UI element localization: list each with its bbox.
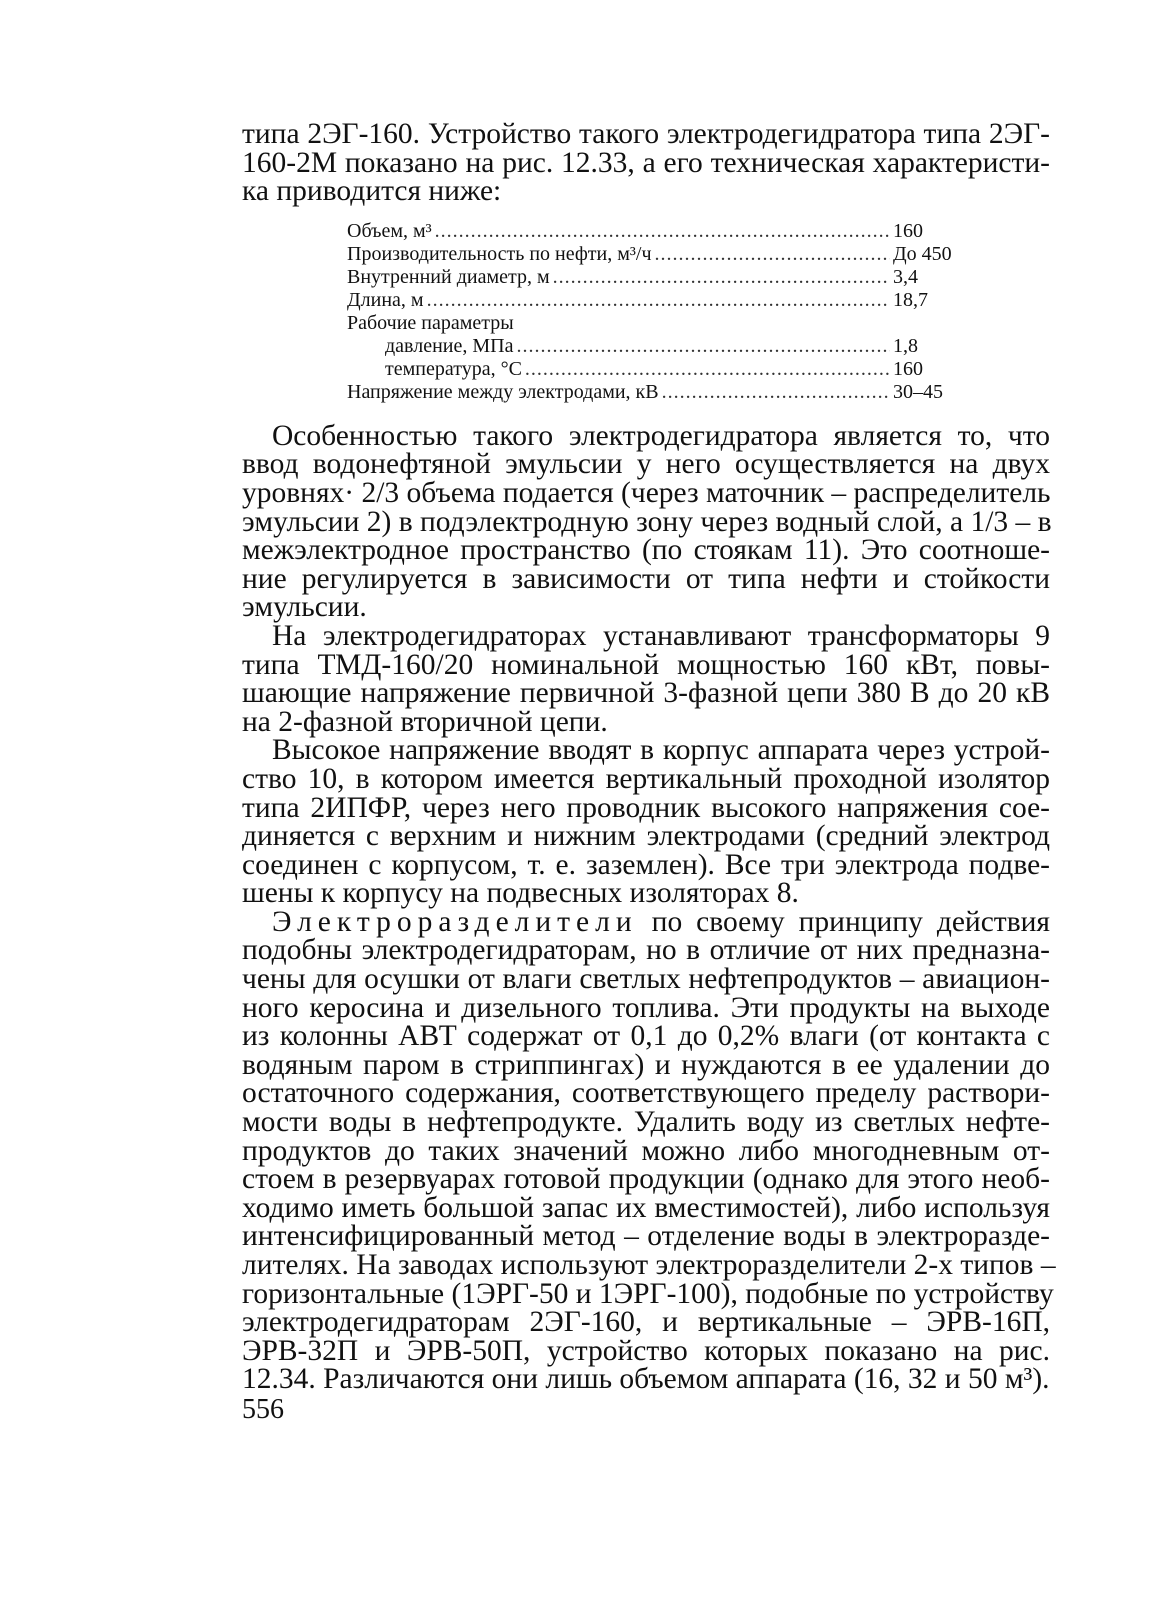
spec-value: 160 — [893, 357, 923, 380]
text-line: уровнях· 2/3 объема подается (через маточник – распределитель — [242, 476, 1051, 509]
text-line: ного керосина и дизельного топлива. Эти продукты на выходе — [242, 991, 1050, 1024]
spec-label: Производительность по нефти, м³/ч — [347, 242, 652, 265]
text-line: продуктов до таких значений можно либо многодневным от- — [242, 1134, 1050, 1167]
text-line: соединен с корпусом, т. е. заземлен). Все три электрода подве- — [242, 848, 1050, 881]
text-line: типа 2ИПФР, через него проводник высокого напряжения сое- — [242, 791, 1050, 824]
leader-dots — [655, 243, 890, 266]
spec-label: Объем, м³ — [347, 219, 432, 242]
text-line: интенсифицированный метод – отделение воды в электроразде- — [242, 1220, 1050, 1253]
text-line: типа 2ЭГ-160. Устройство такого электродегидратора типа 2ЭГ- — [242, 118, 1050, 150]
spec-row-voltage — [347, 381, 955, 404]
spec-row-pressure — [347, 335, 955, 358]
spec-value: До 450 — [893, 242, 952, 265]
text-line: горизонтальные (1ЭРГ-50 и 1ЭРГ-100), подобные по устройству — [242, 1277, 1054, 1310]
text-line: 12.34. Различаются они лишь объемом аппарата (16, 32 и 50 м³). — [242, 1363, 1050, 1396]
text-fragment: по своему принципу действия — [637, 905, 1050, 938]
text-line: шающие напряжение первичной 3-фазной цепи 380 В до 20 кВ — [242, 677, 1050, 710]
leader-dots — [525, 358, 890, 381]
spec-value: 3,4 — [893, 265, 918, 288]
text-line: 160-2М показано на рис. 12.33, а его техническая характеристи- — [242, 146, 1050, 179]
technical-specs — [347, 220, 955, 404]
text-line: эмульсии 2) в подэлектродную зону через водный слой, а 1/3 – в — [242, 505, 1052, 538]
text-line: шены к корпусу на подвесных изоляторах 8. — [242, 877, 799, 910]
text-line: стоем в резервуарах готовой продукции (однако для этого необ- — [242, 1163, 1050, 1196]
paragraph-emulsion-input — [242, 419, 1052, 624]
paragraph-electroseparators — [242, 905, 1056, 1396]
text-line: лителях. На заводах используют электроразделители 2-х типов – — [242, 1249, 1056, 1281]
text-line: ство 10, в котором имеется вертикальный проходной изолятор — [242, 762, 1050, 795]
spec-row-capacity — [347, 243, 955, 266]
text-line: эмульсии. — [242, 591, 367, 624]
spec-row-volume — [347, 220, 955, 243]
spec-label: температура, °С — [385, 357, 522, 380]
spec-value: 1,8 — [893, 334, 918, 357]
leader-dots — [516, 335, 890, 358]
paragraph-transformers — [242, 619, 1050, 738]
text-line: мости воды в нефтепродукте. Удалить воду из светлых нефте- — [242, 1106, 1050, 1139]
spec-label: Внутренний диаметр, м — [347, 265, 550, 288]
text-line: из колонны АВТ содержат от 0,1 до 0,2% влаги (от контакта с — [242, 1020, 1050, 1053]
text-line: на 2-фазной вторичной цепи. — [242, 705, 608, 738]
leader-dots — [553, 266, 890, 289]
spec-label: Длина, м — [347, 288, 424, 311]
text-line: ввод водонефтяной эмульсии у него осуществляется на двух — [242, 448, 1050, 481]
text-line: межэлектродное пространство (по стоякам 11). Это соотноше- — [242, 534, 1050, 567]
spec-label: давление, МПа — [385, 334, 514, 357]
text-line: ние регулируется в зависимости от типа нефти и стойкости — [242, 562, 1050, 595]
spec-row-temperature — [347, 358, 955, 381]
text-line: ходимо иметь большой запас их вместимостей), либо используя — [242, 1191, 1050, 1224]
text-line: На электродегидраторах устанавливают трансформаторы 9 — [272, 619, 1050, 652]
spec-value: 160 — [893, 219, 923, 242]
text-line-first — [242, 905, 1050, 938]
text-line: Особенностью такого электродегидратора является то, что — [272, 419, 1050, 452]
text-line: типа ТМД-160/20 номинальной мощностью 160 кВт, повы- — [242, 648, 1050, 681]
page-number: 556 — [242, 1394, 284, 1425]
leader-dots — [427, 289, 890, 312]
leader-dots — [435, 220, 890, 243]
leader-dots — [662, 381, 890, 404]
spec-subheading: Рабочие параметры — [347, 311, 514, 334]
spec-value: 18,7 — [893, 288, 928, 311]
text-line: подобны электродегидраторам, но в отличие от них предназна- — [242, 934, 1050, 967]
text-line: электродегидраторам 2ЭГ-160, и вертикальные – ЭРВ-16П, — [242, 1306, 1050, 1339]
spec-row-diameter — [347, 266, 955, 289]
spec-value: 30–45 — [893, 380, 943, 403]
spec-row-length — [347, 289, 955, 312]
intro-paragraph — [242, 120, 1050, 206]
text-line: ка приводится ниже: — [242, 175, 502, 208]
paragraph-high-voltage — [242, 736, 1050, 908]
text-line: ЭРВ-32П и ЭРВ-50П, устройство которых показано на рис. — [242, 1334, 1050, 1367]
text-line: остаточного содержания, соответствующего пределу раствори- — [242, 1077, 1050, 1110]
text-line: чены для осушки от влаги светлых нефтепродуктов – авиацион- — [242, 963, 1050, 996]
document-page — [242, 118, 1056, 1396]
text-line: диняется с верхним и нижним электродами (средний электрод — [242, 820, 1050, 853]
spec-label: Напряжение между электродами, кВ — [347, 380, 659, 403]
spaced-term: Электроразделители — [272, 905, 638, 938]
text-line: водяным паром в стриппингах) и нуждаются в ее удалении до — [242, 1048, 1050, 1081]
text-line: Высокое напряжение вводят в корпус аппарата через устрой- — [272, 734, 1050, 767]
